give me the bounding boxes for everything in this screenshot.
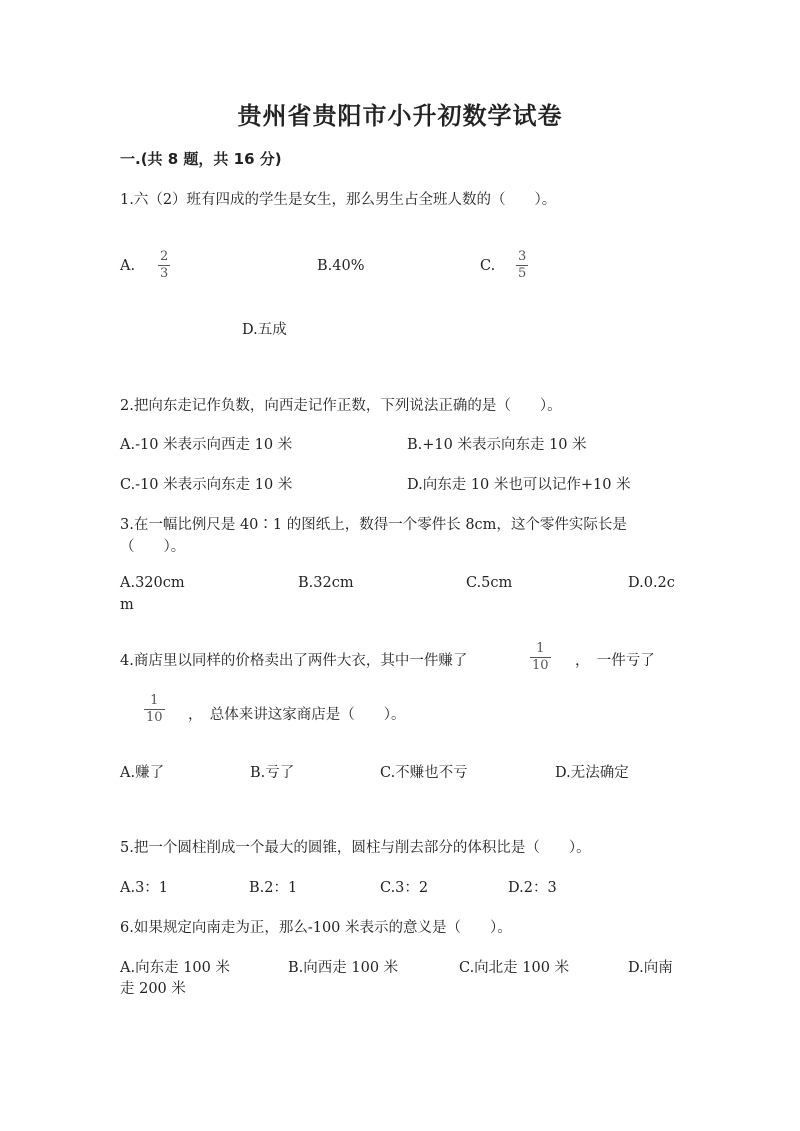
option-1a-label: A.	[120, 258, 136, 274]
option-6b: B.向西走 100 米	[288, 960, 399, 976]
option-2a: A.-10 米表示向西走 10 米	[120, 437, 293, 453]
option-5c: C.3：2	[380, 880, 429, 896]
fraction-numerator: 1	[536, 641, 545, 656]
option-2c: C.-10 米表示向东走 10 米	[120, 477, 293, 493]
option-4b: B.亏了	[250, 765, 295, 781]
option-4a: A.赚了	[120, 765, 165, 781]
option-1d: D.五成	[242, 322, 287, 338]
option-1c-fraction	[516, 250, 528, 281]
option-4c: C.不赚也不亏	[380, 765, 468, 781]
question-4-stem-part2: ， 一件亏了	[575, 653, 655, 669]
question-2-stem: 2.把向东走记作负数，向西走记作正数，下列说法正确的是（ ）。	[120, 398, 562, 414]
fraction-denominator: 10	[532, 658, 549, 673]
question-4-stem-part1: 4.商店里以同样的价格卖出了两件大衣，其中一件赚了	[120, 653, 468, 669]
option-3d-wrap: m	[120, 597, 134, 613]
fraction-numerator: 1	[150, 693, 159, 708]
option-6d-wrap: 走 200 米	[120, 981, 186, 997]
page-title: 贵州省贵阳市小升初数学试卷	[237, 102, 563, 130]
option-3b: B.32cm	[298, 575, 354, 591]
question-5-stem: 5.把一个圆柱削成一个最大的圆锥，圆柱与削去部分的体积比是（ ）。	[120, 840, 591, 856]
option-6a: A.向东走 100 米	[120, 960, 230, 976]
question-3-stem-line2: （ ）。	[120, 539, 186, 555]
question-4-fraction-1	[530, 642, 551, 673]
section-heading: 一.(共 8 题，共 16 分)	[120, 150, 282, 168]
question-1-stem: 1.六（2）班有四成的学生是女生，那么男生占全班人数的（ ）。	[120, 192, 557, 208]
option-1c-label: C.	[480, 258, 496, 274]
option-1b: B.40%	[317, 258, 365, 274]
option-3a: A.320cm	[120, 575, 185, 591]
option-6c: C.向北走 100 米	[459, 960, 570, 976]
option-5a: A.3：1	[120, 880, 169, 896]
option-3d: D.0.2c	[628, 575, 675, 591]
fraction-denominator: 5	[518, 266, 527, 281]
option-1a-fraction	[158, 250, 170, 281]
option-2d: D.向东走 10 米也可以记作+10 米	[407, 477, 631, 493]
fraction-denominator: 3	[160, 266, 169, 281]
question-4-stem-part3: ， 总体来讲这家商店是（ ）。	[188, 707, 406, 723]
option-2b: B.+10 米表示向东走 10 米	[407, 437, 587, 453]
option-5b: B.2：1	[249, 880, 298, 896]
question-4-fraction-2	[144, 694, 165, 725]
fraction-numerator: 3	[518, 249, 527, 264]
fraction-denominator: 10	[146, 710, 163, 725]
option-5d: D.2：3	[508, 880, 557, 896]
option-6d: D.向南	[628, 960, 673, 976]
question-3-stem-line1: 3.在一幅比例尺是 40∶1 的图纸上，数得一个零件长 8cm，这个零件实际长是	[120, 517, 627, 533]
fraction-numerator: 2	[160, 249, 169, 264]
option-3c: C.5cm	[466, 575, 513, 591]
option-4d: D.无法确定	[555, 765, 629, 781]
question-6-stem: 6.如果规定向南走为正，那么-100 米表示的意义是（ ）。	[120, 920, 512, 936]
